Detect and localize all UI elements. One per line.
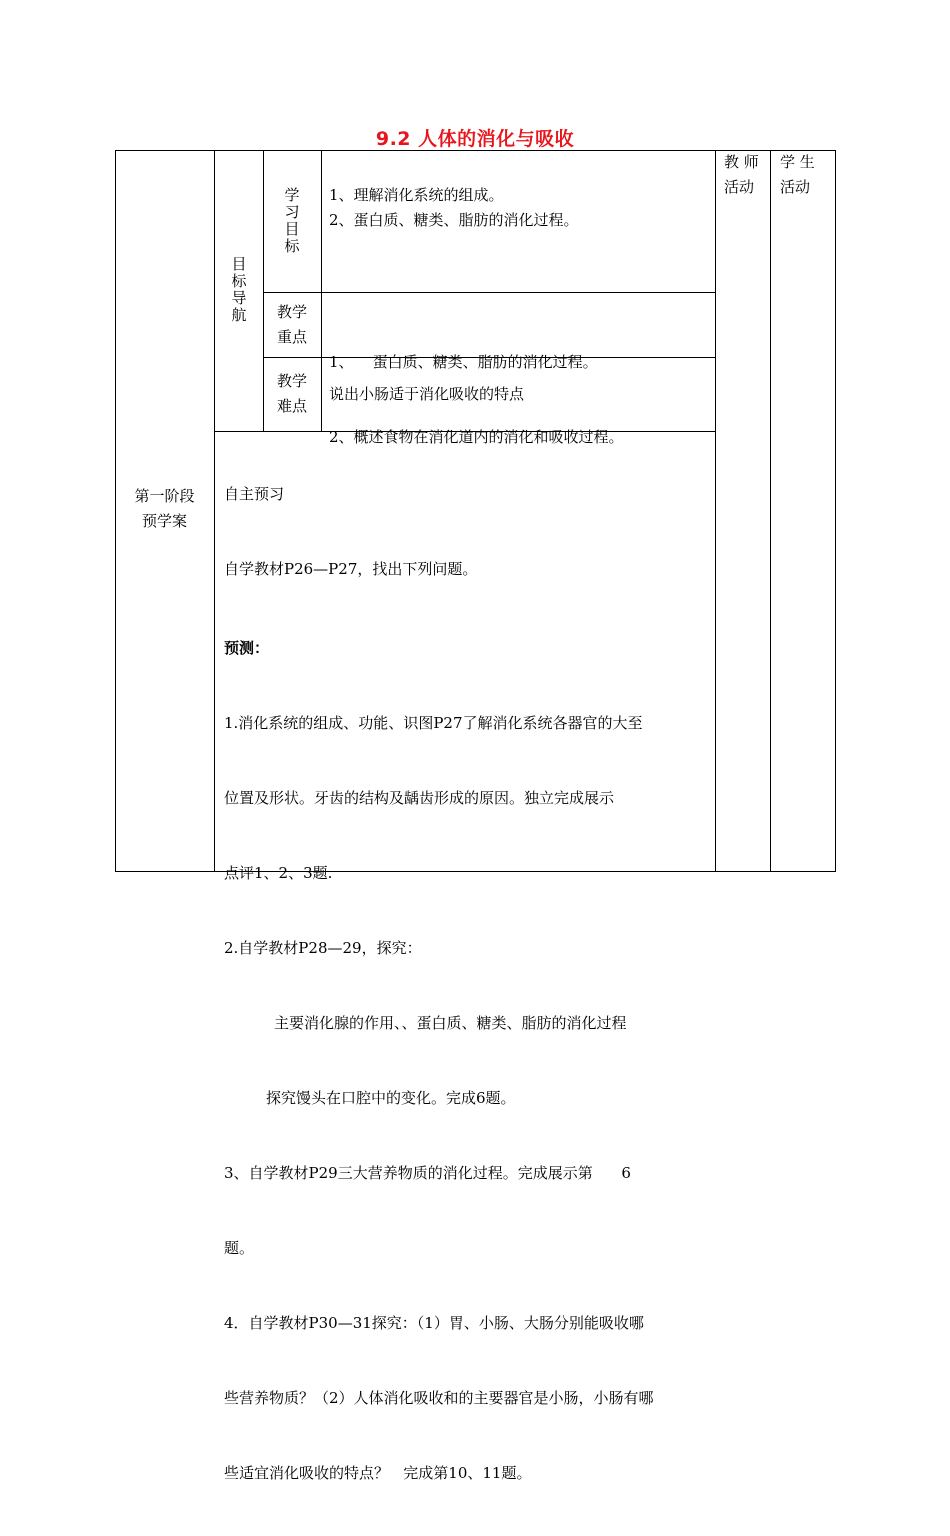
preview-line-6: 探究馒头在口腔中的变化。完成6题。: [266, 1089, 516, 1107]
preview-line-2: 位置及形状。牙齿的结构及龋齿形成的原因。独立完成展示: [224, 789, 615, 807]
key-point-2: 2、概述食物在消化道内的消化和吸收过程。: [329, 428, 624, 446]
preview-line-11: 些适宜消化吸收的特点？ 完成第10、11题。: [224, 1464, 532, 1482]
preview-line-4: 2.自学教材P28—29，探究：: [224, 939, 422, 957]
preview-heading: 自主预习: [224, 485, 285, 503]
preview-line-9: 4．自学教材P30—31探究：（1）胃、小肠、大肠分别能吸收哪: [224, 1314, 644, 1332]
key-point-1: 1、 蛋白质、糖类、脂肪的消化过程。: [329, 353, 598, 371]
student-activity-line-2: 活动: [780, 178, 811, 196]
divider-row-1: [263, 292, 715, 293]
preview-line-5: 主要消化腺的作用、、蛋白质、糖类、脂肪的消化过程: [274, 1014, 627, 1032]
teacher-activity-header: [724, 150, 759, 200]
divider-teacher: [715, 150, 716, 872]
difficulties-label-line-1: 教学: [276, 372, 307, 390]
learning-goals-content: [329, 183, 579, 233]
lesson-plan-table: [115, 150, 836, 1482]
divider-label-column: [321, 150, 322, 431]
preview-line-7: 3、自学教材P29三大营养物质的消化过程。完成展示第 6: [224, 1164, 631, 1182]
stage-label-line-1: 第一阶段: [134, 487, 195, 505]
preview-line-10: 些营养物质？（2）人体消化吸收和的主要器官是小肠，小肠有哪: [224, 1389, 654, 1407]
student-activity-line-1: 学 生: [780, 153, 815, 171]
stage-label-line-2: 预学案: [141, 512, 187, 530]
preview-line-1: 1.消化系统的组成、功能、识图P27了解消化系统各器官的大至: [224, 714, 643, 732]
difficulties-label: [263, 369, 321, 419]
key-points-label: [263, 300, 321, 350]
teacher-activity-line-2: 活动: [724, 178, 755, 196]
goal-nav-label: 目标导航: [231, 255, 247, 324]
preview-intro: 自学教材P26—P27，找出下列问题。: [224, 560, 478, 578]
divider-stage: [214, 150, 215, 872]
difficulties-label-line-2: 难点: [276, 397, 307, 415]
preview-section: [224, 432, 714, 1536]
teacher-activity-line-1: 教 师: [724, 153, 759, 171]
learning-goals-label: 学习目标: [284, 186, 300, 255]
divider-student: [770, 150, 771, 872]
key-points-label-line-1: 教学: [276, 303, 307, 321]
learning-goal-1: 1、理解消化系统的组成。: [329, 186, 504, 204]
student-activity-header: [780, 150, 815, 200]
page-title: 9.2 人体的消化与吸收: [375, 128, 575, 150]
preview-line-3: 点评1、2、3题.: [224, 864, 333, 882]
stage-label: [115, 484, 214, 534]
key-points-label-line-2: 重点: [276, 328, 307, 346]
preview-line-8: 题。: [224, 1239, 255, 1257]
learning-goal-2: 2、蛋白质、糖类、脂肪的消化过程。: [329, 211, 579, 229]
difficulties-content: 说出小肠适于消化吸收的特点: [329, 385, 525, 403]
preview-subheading: 预测：: [224, 639, 270, 657]
table-border-right: [835, 150, 836, 872]
